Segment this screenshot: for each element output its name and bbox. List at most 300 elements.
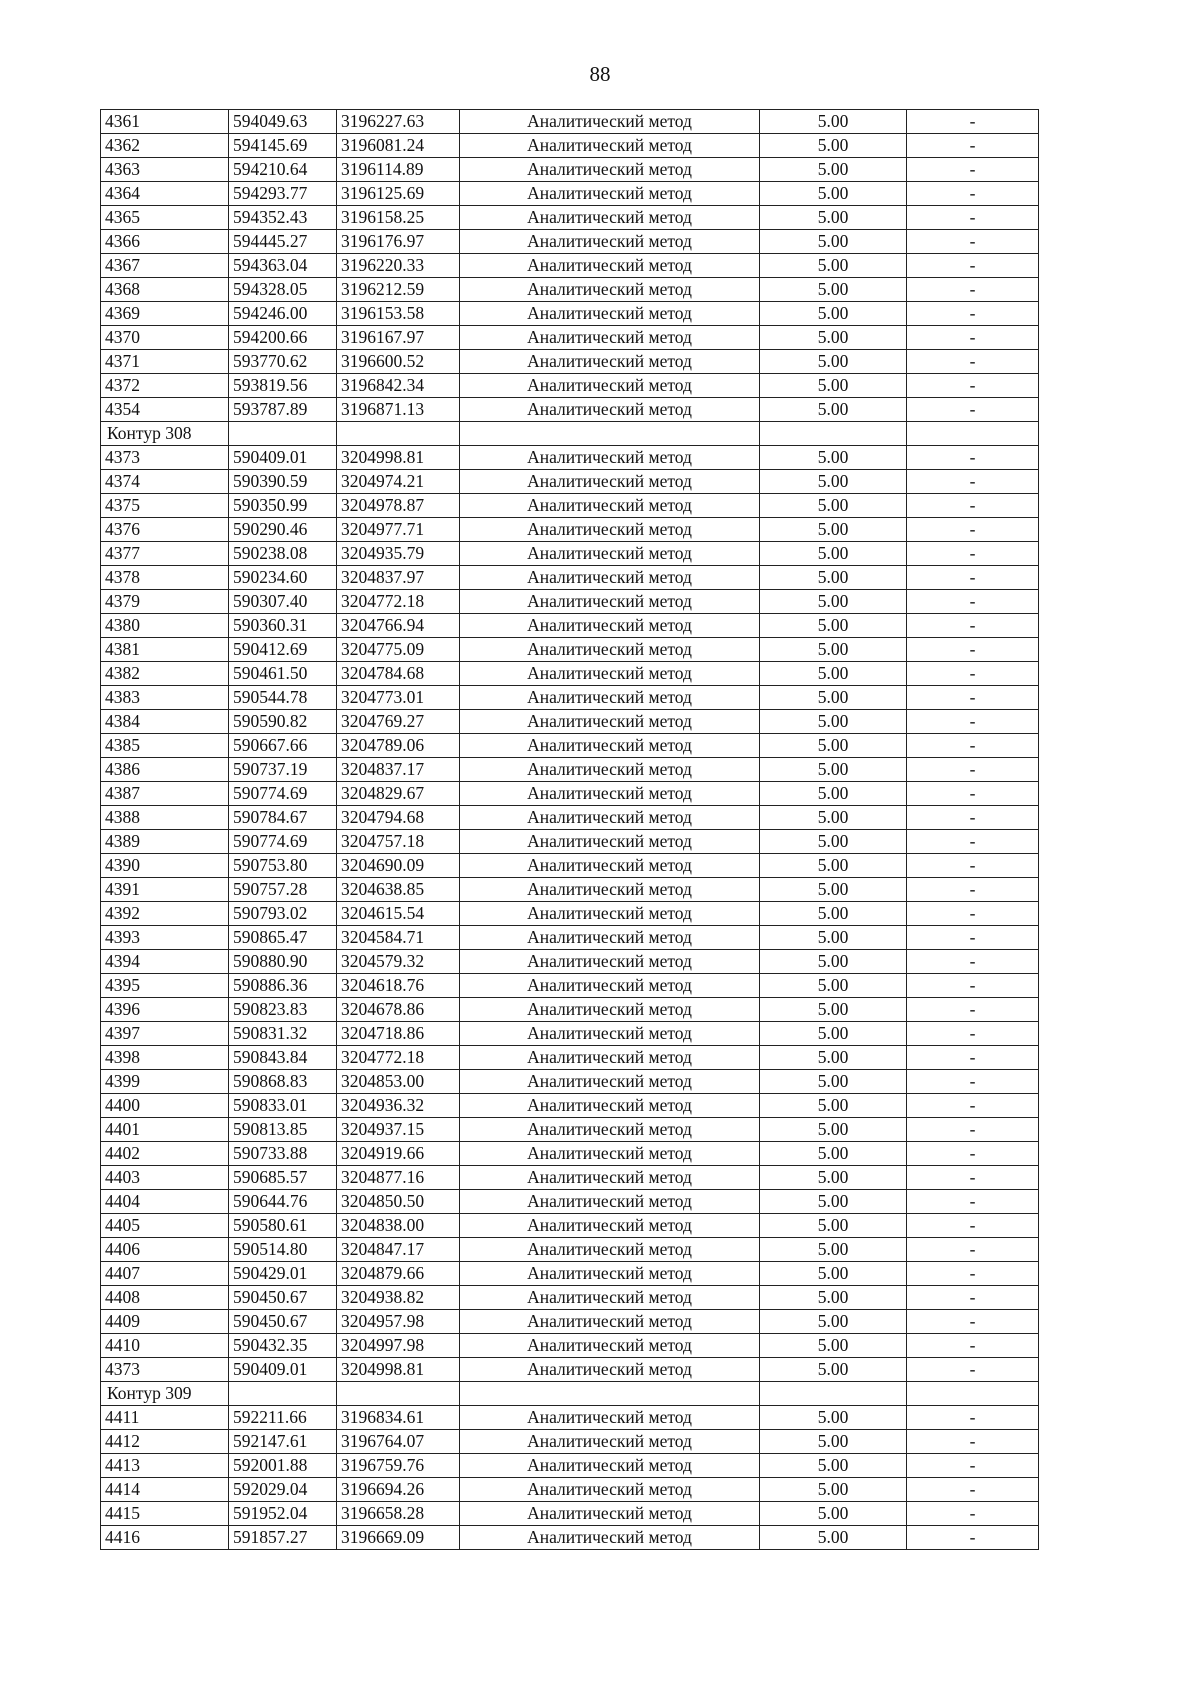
method-cell: Аналитический метод bbox=[460, 686, 760, 710]
table-row bbox=[101, 1118, 1039, 1142]
section-row bbox=[101, 422, 1039, 446]
y-coordinate-cell: 3196212.59 bbox=[337, 278, 460, 302]
note-cell: - bbox=[907, 494, 1039, 518]
note-cell: - bbox=[907, 1046, 1039, 1070]
x-coordinate-cell: 590590.82 bbox=[229, 710, 337, 734]
x-coordinate-cell: 590843.84 bbox=[229, 1046, 337, 1070]
y-coordinate-cell: 3196158.25 bbox=[337, 206, 460, 230]
accuracy-cell: 5.00 bbox=[760, 1334, 907, 1358]
x-coordinate-cell: 593770.62 bbox=[229, 350, 337, 374]
table-row bbox=[101, 158, 1039, 182]
method-cell: Аналитический метод bbox=[460, 254, 760, 278]
method-cell: Аналитический метод bbox=[460, 926, 760, 950]
y-coordinate-cell: 3196167.97 bbox=[337, 326, 460, 350]
x-coordinate-cell: 590865.47 bbox=[229, 926, 337, 950]
table-row bbox=[101, 734, 1039, 758]
point-number-cell: 4386 bbox=[101, 758, 229, 782]
y-coordinate-cell: 3204937.15 bbox=[337, 1118, 460, 1142]
x-coordinate-cell: 590685.57 bbox=[229, 1166, 337, 1190]
x-coordinate-cell: 592001.88 bbox=[229, 1454, 337, 1478]
table-row bbox=[101, 494, 1039, 518]
y-coordinate-cell: 3204850.50 bbox=[337, 1190, 460, 1214]
note-cell: - bbox=[907, 1310, 1039, 1334]
accuracy-cell: 5.00 bbox=[760, 1070, 907, 1094]
table-row bbox=[101, 1478, 1039, 1502]
point-number-cell: 4370 bbox=[101, 326, 229, 350]
accuracy-cell: 5.00 bbox=[760, 974, 907, 998]
accuracy-cell: 5.00 bbox=[760, 830, 907, 854]
accuracy-cell: 5.00 bbox=[760, 110, 907, 134]
method-cell: Аналитический метод bbox=[460, 494, 760, 518]
note-cell: - bbox=[907, 302, 1039, 326]
point-number-cell: 4369 bbox=[101, 302, 229, 326]
method-cell: Аналитический метод bbox=[460, 1478, 760, 1502]
point-number-cell: 4383 bbox=[101, 686, 229, 710]
method-cell: Аналитический метод bbox=[460, 230, 760, 254]
note-cell: - bbox=[907, 1214, 1039, 1238]
accuracy-cell: 5.00 bbox=[760, 950, 907, 974]
accuracy-cell: 5.00 bbox=[760, 1142, 907, 1166]
y-coordinate-cell: 3204678.86 bbox=[337, 998, 460, 1022]
y-coordinate-cell: 3204690.09 bbox=[337, 854, 460, 878]
x-coordinate-cell: 590580.61 bbox=[229, 1214, 337, 1238]
table-row bbox=[101, 470, 1039, 494]
x-coordinate-cell: 593787.89 bbox=[229, 398, 337, 422]
table-row bbox=[101, 1286, 1039, 1310]
table-row bbox=[101, 710, 1039, 734]
y-coordinate-cell: 3196600.52 bbox=[337, 350, 460, 374]
table-row bbox=[101, 638, 1039, 662]
point-number-cell: 4409 bbox=[101, 1310, 229, 1334]
point-number-cell: 4416 bbox=[101, 1526, 229, 1550]
note-cell: - bbox=[907, 830, 1039, 854]
point-number-cell: 4408 bbox=[101, 1286, 229, 1310]
note-cell: - bbox=[907, 878, 1039, 902]
point-number-cell: 4371 bbox=[101, 350, 229, 374]
accuracy-cell: 5.00 bbox=[760, 1094, 907, 1118]
method-cell: Аналитический метод bbox=[460, 1190, 760, 1214]
table-row bbox=[101, 662, 1039, 686]
point-number-cell: 4391 bbox=[101, 878, 229, 902]
table-row bbox=[101, 614, 1039, 638]
table-row bbox=[101, 758, 1039, 782]
note-cell: - bbox=[907, 734, 1039, 758]
accuracy-cell: 5.00 bbox=[760, 374, 907, 398]
note-cell: - bbox=[907, 206, 1039, 230]
method-cell: Аналитический метод bbox=[460, 614, 760, 638]
point-number-cell: 4363 bbox=[101, 158, 229, 182]
x-coordinate-cell: 590544.78 bbox=[229, 686, 337, 710]
accuracy-cell: 5.00 bbox=[760, 1118, 907, 1142]
table-row bbox=[101, 902, 1039, 926]
table-row bbox=[101, 974, 1039, 998]
x-coordinate-cell: 590737.19 bbox=[229, 758, 337, 782]
point-number-cell: 4380 bbox=[101, 614, 229, 638]
method-cell: Аналитический метод bbox=[460, 206, 760, 230]
accuracy-cell: 5.00 bbox=[760, 254, 907, 278]
accuracy-cell: 5.00 bbox=[760, 1022, 907, 1046]
note-cell: - bbox=[907, 398, 1039, 422]
method-cell: Аналитический метод bbox=[460, 830, 760, 854]
y-coordinate-cell: 3204877.16 bbox=[337, 1166, 460, 1190]
x-coordinate-cell: 590409.01 bbox=[229, 1358, 337, 1382]
table-row bbox=[101, 1238, 1039, 1262]
x-coordinate-cell: 590774.69 bbox=[229, 830, 337, 854]
y-coordinate-cell: 3204978.87 bbox=[337, 494, 460, 518]
method-cell: Аналитический метод bbox=[460, 734, 760, 758]
method-cell: Аналитический метод bbox=[460, 1094, 760, 1118]
empty-cell bbox=[229, 1382, 337, 1406]
y-coordinate-cell: 3204618.76 bbox=[337, 974, 460, 998]
x-coordinate-cell: 593819.56 bbox=[229, 374, 337, 398]
y-coordinate-cell: 3204936.32 bbox=[337, 1094, 460, 1118]
note-cell: - bbox=[907, 182, 1039, 206]
note-cell: - bbox=[907, 1190, 1039, 1214]
y-coordinate-cell: 3196834.61 bbox=[337, 1406, 460, 1430]
point-number-cell: 4414 bbox=[101, 1478, 229, 1502]
method-cell: Аналитический метод bbox=[460, 1526, 760, 1550]
accuracy-cell: 5.00 bbox=[760, 398, 907, 422]
accuracy-cell: 5.00 bbox=[760, 758, 907, 782]
accuracy-cell: 5.00 bbox=[760, 1310, 907, 1334]
method-cell: Аналитический метод bbox=[460, 398, 760, 422]
x-coordinate-cell: 590753.80 bbox=[229, 854, 337, 878]
empty-cell bbox=[760, 1382, 907, 1406]
y-coordinate-cell: 3204998.81 bbox=[337, 1358, 460, 1382]
accuracy-cell: 5.00 bbox=[760, 230, 907, 254]
x-coordinate-cell: 591857.27 bbox=[229, 1526, 337, 1550]
method-cell: Аналитический метод bbox=[460, 902, 760, 926]
x-coordinate-cell: 590429.01 bbox=[229, 1262, 337, 1286]
point-number-cell: 4389 bbox=[101, 830, 229, 854]
note-cell: - bbox=[907, 566, 1039, 590]
method-cell: Аналитический метод bbox=[460, 1214, 760, 1238]
note-cell: - bbox=[907, 1502, 1039, 1526]
y-coordinate-cell: 3204837.97 bbox=[337, 566, 460, 590]
y-coordinate-cell: 3196759.76 bbox=[337, 1454, 460, 1478]
y-coordinate-cell: 3196842.34 bbox=[337, 374, 460, 398]
point-number-cell: 4388 bbox=[101, 806, 229, 830]
point-number-cell: 4367 bbox=[101, 254, 229, 278]
y-coordinate-cell: 3204974.21 bbox=[337, 470, 460, 494]
table-row bbox=[101, 926, 1039, 950]
table-row bbox=[101, 110, 1039, 134]
method-cell: Аналитический метод bbox=[460, 1430, 760, 1454]
method-cell: Аналитический метод bbox=[460, 1238, 760, 1262]
accuracy-cell: 5.00 bbox=[760, 494, 907, 518]
point-number-cell: 4384 bbox=[101, 710, 229, 734]
point-number-cell: 4410 bbox=[101, 1334, 229, 1358]
point-number-cell: 4381 bbox=[101, 638, 229, 662]
x-coordinate-cell: 590823.83 bbox=[229, 998, 337, 1022]
note-cell: - bbox=[907, 1166, 1039, 1190]
accuracy-cell: 5.00 bbox=[760, 350, 907, 374]
x-coordinate-cell: 594246.00 bbox=[229, 302, 337, 326]
x-coordinate-cell: 592211.66 bbox=[229, 1406, 337, 1430]
point-number-cell: 4392 bbox=[101, 902, 229, 926]
accuracy-cell: 5.00 bbox=[760, 1478, 907, 1502]
y-coordinate-cell: 3204829.67 bbox=[337, 782, 460, 806]
y-coordinate-cell: 3204769.27 bbox=[337, 710, 460, 734]
method-cell: Аналитический метод bbox=[460, 806, 760, 830]
table-row bbox=[101, 398, 1039, 422]
x-coordinate-cell: 590350.99 bbox=[229, 494, 337, 518]
note-cell: - bbox=[907, 1526, 1039, 1550]
point-number-cell: 4378 bbox=[101, 566, 229, 590]
point-number-cell: 4399 bbox=[101, 1070, 229, 1094]
x-coordinate-cell: 590733.88 bbox=[229, 1142, 337, 1166]
x-coordinate-cell: 592147.61 bbox=[229, 1430, 337, 1454]
accuracy-cell: 5.00 bbox=[760, 638, 907, 662]
accuracy-cell: 5.00 bbox=[760, 1046, 907, 1070]
note-cell: - bbox=[907, 518, 1039, 542]
y-coordinate-cell: 3196081.24 bbox=[337, 134, 460, 158]
y-coordinate-cell: 3196176.97 bbox=[337, 230, 460, 254]
method-cell: Аналитический метод bbox=[460, 1502, 760, 1526]
method-cell: Аналитический метод bbox=[460, 1286, 760, 1310]
note-cell: - bbox=[907, 926, 1039, 950]
y-coordinate-cell: 3204997.98 bbox=[337, 1334, 460, 1358]
empty-cell bbox=[337, 422, 460, 446]
method-cell: Аналитический метод bbox=[460, 518, 760, 542]
table-row bbox=[101, 806, 1039, 830]
accuracy-cell: 5.00 bbox=[760, 470, 907, 494]
method-cell: Аналитический метод bbox=[460, 998, 760, 1022]
accuracy-cell: 5.00 bbox=[760, 1190, 907, 1214]
note-cell: - bbox=[907, 158, 1039, 182]
method-cell: Аналитический метод bbox=[460, 1454, 760, 1478]
x-coordinate-cell: 590461.50 bbox=[229, 662, 337, 686]
method-cell: Аналитический метод bbox=[460, 1070, 760, 1094]
table-row bbox=[101, 1430, 1039, 1454]
empty-cell bbox=[337, 1382, 460, 1406]
x-coordinate-cell: 590774.69 bbox=[229, 782, 337, 806]
note-cell: - bbox=[907, 254, 1039, 278]
table-row bbox=[101, 1046, 1039, 1070]
method-cell: Аналитический метод bbox=[460, 350, 760, 374]
accuracy-cell: 5.00 bbox=[760, 1454, 907, 1478]
note-cell: - bbox=[907, 110, 1039, 134]
table-row bbox=[101, 1070, 1039, 1094]
point-number-cell: 4403 bbox=[101, 1166, 229, 1190]
table-row bbox=[101, 590, 1039, 614]
x-coordinate-cell: 590412.69 bbox=[229, 638, 337, 662]
table-row bbox=[101, 1190, 1039, 1214]
point-number-cell: 4398 bbox=[101, 1046, 229, 1070]
method-cell: Аналитический метод bbox=[460, 782, 760, 806]
accuracy-cell: 5.00 bbox=[760, 158, 907, 182]
x-coordinate-cell: 594145.69 bbox=[229, 134, 337, 158]
x-coordinate-cell: 590667.66 bbox=[229, 734, 337, 758]
y-coordinate-cell: 3204837.17 bbox=[337, 758, 460, 782]
accuracy-cell: 5.00 bbox=[760, 710, 907, 734]
x-coordinate-cell: 590450.67 bbox=[229, 1286, 337, 1310]
method-cell: Аналитический метод bbox=[460, 566, 760, 590]
accuracy-cell: 5.00 bbox=[760, 614, 907, 638]
accuracy-cell: 5.00 bbox=[760, 878, 907, 902]
method-cell: Аналитический метод bbox=[460, 326, 760, 350]
table-row bbox=[101, 854, 1039, 878]
method-cell: Аналитический метод bbox=[460, 1142, 760, 1166]
table-row bbox=[101, 1214, 1039, 1238]
accuracy-cell: 5.00 bbox=[760, 206, 907, 230]
point-number-cell: 4405 bbox=[101, 1214, 229, 1238]
note-cell: - bbox=[907, 1406, 1039, 1430]
accuracy-cell: 5.00 bbox=[760, 542, 907, 566]
x-coordinate-cell: 590793.02 bbox=[229, 902, 337, 926]
note-cell: - bbox=[907, 1022, 1039, 1046]
section-row bbox=[101, 1382, 1039, 1406]
point-number-cell: 4387 bbox=[101, 782, 229, 806]
x-coordinate-cell: 594352.43 bbox=[229, 206, 337, 230]
method-cell: Аналитический метод bbox=[460, 1358, 760, 1382]
point-number-cell: 4375 bbox=[101, 494, 229, 518]
note-cell: - bbox=[907, 1478, 1039, 1502]
accuracy-cell: 5.00 bbox=[760, 1166, 907, 1190]
note-cell: - bbox=[907, 662, 1039, 686]
method-cell: Аналитический метод bbox=[460, 1166, 760, 1190]
method-cell: Аналитический метод bbox=[460, 158, 760, 182]
x-coordinate-cell: 594363.04 bbox=[229, 254, 337, 278]
table-row bbox=[101, 374, 1039, 398]
table-row bbox=[101, 278, 1039, 302]
table-row bbox=[101, 566, 1039, 590]
accuracy-cell: 5.00 bbox=[760, 1286, 907, 1310]
point-number-cell: 4374 bbox=[101, 470, 229, 494]
point-number-cell: 4364 bbox=[101, 182, 229, 206]
point-number-cell: 4415 bbox=[101, 1502, 229, 1526]
method-cell: Аналитический метод bbox=[460, 590, 760, 614]
point-number-cell: 4402 bbox=[101, 1142, 229, 1166]
point-number-cell: 4396 bbox=[101, 998, 229, 1022]
table-row bbox=[101, 518, 1039, 542]
method-cell: Аналитический метод bbox=[460, 1262, 760, 1286]
note-cell: - bbox=[907, 446, 1039, 470]
accuracy-cell: 5.00 bbox=[760, 782, 907, 806]
method-cell: Аналитический метод bbox=[460, 1118, 760, 1142]
accuracy-cell: 5.00 bbox=[760, 1430, 907, 1454]
note-cell: - bbox=[907, 590, 1039, 614]
method-cell: Аналитический метод bbox=[460, 1406, 760, 1430]
accuracy-cell: 5.00 bbox=[760, 998, 907, 1022]
y-coordinate-cell: 3204838.00 bbox=[337, 1214, 460, 1238]
y-coordinate-cell: 3196694.26 bbox=[337, 1478, 460, 1502]
x-coordinate-cell: 594210.64 bbox=[229, 158, 337, 182]
point-number-cell: 4382 bbox=[101, 662, 229, 686]
x-coordinate-cell: 590868.83 bbox=[229, 1070, 337, 1094]
table-row bbox=[101, 1262, 1039, 1286]
x-coordinate-cell: 590409.01 bbox=[229, 446, 337, 470]
y-coordinate-cell: 3196114.89 bbox=[337, 158, 460, 182]
coordinates-table bbox=[100, 109, 1039, 1550]
note-cell: - bbox=[907, 854, 1039, 878]
x-coordinate-cell: 590514.80 bbox=[229, 1238, 337, 1262]
table-row bbox=[101, 302, 1039, 326]
y-coordinate-cell: 3204794.68 bbox=[337, 806, 460, 830]
table-row bbox=[101, 254, 1039, 278]
accuracy-cell: 5.00 bbox=[760, 1214, 907, 1238]
y-coordinate-cell: 3204784.68 bbox=[337, 662, 460, 686]
method-cell: Аналитический метод bbox=[460, 854, 760, 878]
table-row bbox=[101, 950, 1039, 974]
point-number-cell: 4366 bbox=[101, 230, 229, 254]
x-coordinate-cell: 590234.60 bbox=[229, 566, 337, 590]
y-coordinate-cell: 3196220.33 bbox=[337, 254, 460, 278]
x-coordinate-cell: 590886.36 bbox=[229, 974, 337, 998]
note-cell: - bbox=[907, 1358, 1039, 1382]
x-coordinate-cell: 590757.28 bbox=[229, 878, 337, 902]
method-cell: Аналитический метод bbox=[460, 134, 760, 158]
method-cell: Аналитический метод bbox=[460, 1334, 760, 1358]
point-number-cell: 4377 bbox=[101, 542, 229, 566]
point-number-cell: 4394 bbox=[101, 950, 229, 974]
table-row bbox=[101, 1502, 1039, 1526]
y-coordinate-cell: 3204853.00 bbox=[337, 1070, 460, 1094]
y-coordinate-cell: 3204772.18 bbox=[337, 1046, 460, 1070]
note-cell: - bbox=[907, 326, 1039, 350]
accuracy-cell: 5.00 bbox=[760, 278, 907, 302]
point-number-cell: 4365 bbox=[101, 206, 229, 230]
y-coordinate-cell: 3204957.98 bbox=[337, 1310, 460, 1334]
y-coordinate-cell: 3204938.82 bbox=[337, 1286, 460, 1310]
accuracy-cell: 5.00 bbox=[760, 1358, 907, 1382]
method-cell: Аналитический метод bbox=[460, 638, 760, 662]
y-coordinate-cell: 3204775.09 bbox=[337, 638, 460, 662]
point-number-cell: 4397 bbox=[101, 1022, 229, 1046]
table-row bbox=[101, 686, 1039, 710]
note-cell: - bbox=[907, 1118, 1039, 1142]
point-number-cell: 4361 bbox=[101, 110, 229, 134]
y-coordinate-cell: 3204935.79 bbox=[337, 542, 460, 566]
accuracy-cell: 5.00 bbox=[760, 734, 907, 758]
method-cell: Аналитический метод bbox=[460, 470, 760, 494]
note-cell: - bbox=[907, 638, 1039, 662]
point-number-cell: 4393 bbox=[101, 926, 229, 950]
point-number-cell: 4404 bbox=[101, 1190, 229, 1214]
y-coordinate-cell: 3204772.18 bbox=[337, 590, 460, 614]
y-coordinate-cell: 3196871.13 bbox=[337, 398, 460, 422]
note-cell: - bbox=[907, 230, 1039, 254]
empty-cell bbox=[760, 422, 907, 446]
table-row bbox=[101, 1142, 1039, 1166]
y-coordinate-cell: 3204615.54 bbox=[337, 902, 460, 926]
table-row bbox=[101, 1526, 1039, 1550]
accuracy-cell: 5.00 bbox=[760, 326, 907, 350]
accuracy-cell: 5.00 bbox=[760, 1262, 907, 1286]
table-row bbox=[101, 878, 1039, 902]
y-coordinate-cell: 3196764.07 bbox=[337, 1430, 460, 1454]
table-row bbox=[101, 1022, 1039, 1046]
note-cell: - bbox=[907, 278, 1039, 302]
method-cell: Аналитический метод bbox=[460, 110, 760, 134]
table-row bbox=[101, 326, 1039, 350]
accuracy-cell: 5.00 bbox=[760, 302, 907, 326]
accuracy-cell: 5.00 bbox=[760, 590, 907, 614]
note-cell: - bbox=[907, 350, 1039, 374]
method-cell: Аналитический метод bbox=[460, 1046, 760, 1070]
point-number-cell: 4413 bbox=[101, 1454, 229, 1478]
empty-cell bbox=[229, 422, 337, 446]
method-cell: Аналитический метод bbox=[460, 974, 760, 998]
x-coordinate-cell: 590307.40 bbox=[229, 590, 337, 614]
method-cell: Аналитический метод bbox=[460, 446, 760, 470]
point-number-cell: 4411 bbox=[101, 1406, 229, 1430]
x-coordinate-cell: 590831.32 bbox=[229, 1022, 337, 1046]
note-cell: - bbox=[907, 374, 1039, 398]
accuracy-cell: 5.00 bbox=[760, 134, 907, 158]
note-cell: - bbox=[907, 1454, 1039, 1478]
point-number-cell: 4400 bbox=[101, 1094, 229, 1118]
